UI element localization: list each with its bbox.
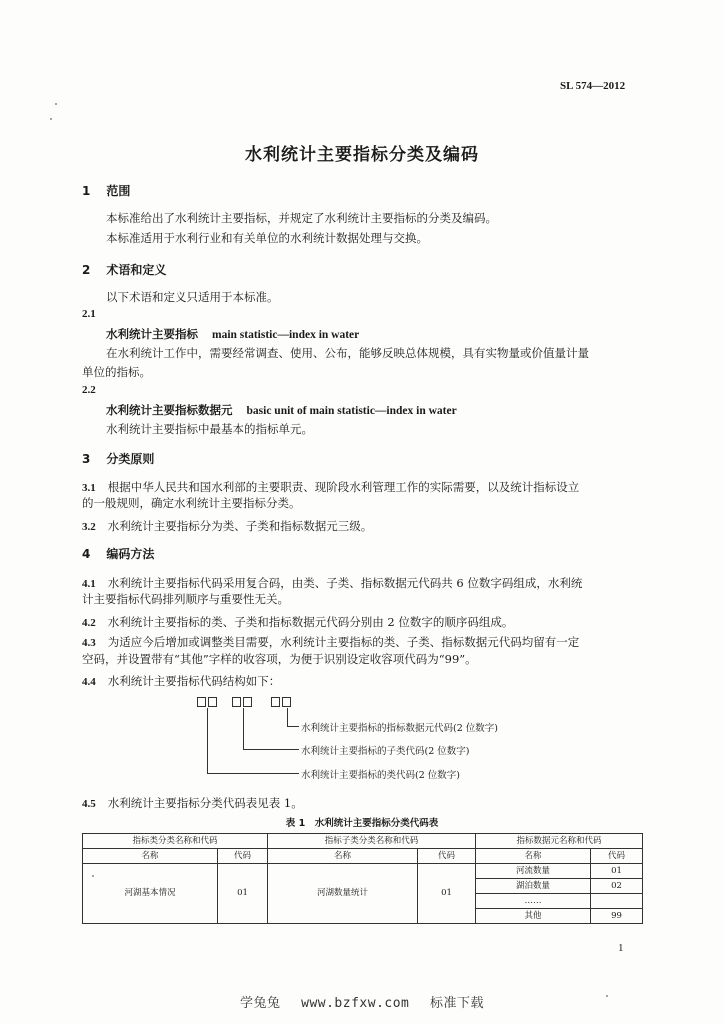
- table-header-cell: 指标数据元名称和代码: [476, 834, 643, 849]
- watermark-site-name: 学兔兔: [239, 996, 281, 1011]
- table-caption: 表 1 水利统计主要指标分类代码表: [285, 818, 439, 829]
- connector-line: [207, 773, 299, 774]
- table-header-cell: 代码: [591, 849, 643, 864]
- watermark-url[interactable]: www.bzfxw.com: [301, 996, 410, 1011]
- table-header-cell: 代码: [218, 849, 268, 864]
- clause-text-continued: 计主要指标代码排列顺序与重要性无关。: [82, 592, 289, 606]
- term-english: basic unit of main statistic—index in water: [246, 405, 457, 417]
- scan-speck: [606, 995, 608, 997]
- connector-line: [287, 708, 288, 726]
- clause-text: 水利统计主要指标的类、子类和指标数据元代码分别由 2 位数字的顺序码组成。: [107, 615, 514, 629]
- section-number: 4: [82, 547, 91, 561]
- subclass-name-cell: 河湖数量统计: [268, 864, 418, 924]
- clause-4-1: [82, 572, 582, 591]
- class-code-cell: 01: [218, 864, 268, 924]
- clause-4-2: [82, 611, 513, 630]
- definition-line: 单位的指标。: [82, 365, 151, 379]
- table-header-cell: 名称: [476, 849, 591, 864]
- clause-4-5: [82, 792, 303, 811]
- clause-4-3: [82, 631, 579, 650]
- section-2-heading: [82, 261, 166, 278]
- section-3-heading: [82, 450, 154, 467]
- page-number: 1: [618, 942, 624, 954]
- clause-number: 4.2: [82, 617, 96, 629]
- table-header-cell: 代码: [418, 849, 476, 864]
- element-code-cell: 02: [591, 879, 643, 894]
- clause-number: 2.2: [82, 384, 96, 396]
- clause-text: 水利统计主要指标分为类、子类和指标数据元三级。: [107, 519, 373, 533]
- classification-code-table: [82, 833, 643, 924]
- clause-number: 4.1: [82, 578, 96, 590]
- clause-text: 水利统计主要指标分类代码表见表 1。: [107, 796, 303, 810]
- table-group-header-row: [83, 834, 643, 849]
- clause-text-continued: 的一般规则，确定水利统计主要指标分类。: [82, 496, 301, 510]
- scan-speck: [55, 103, 57, 105]
- watermark-tagline: 标准下载: [430, 996, 485, 1011]
- clause-number: 3.1: [82, 482, 96, 494]
- element-code-cell: [591, 894, 643, 909]
- clause-number: 4.5: [82, 798, 96, 810]
- table-header-cell: 指标类分类名称和代码: [83, 834, 268, 849]
- subclass-code-label: 水利统计主要指标的子类代码(2 位数字): [301, 746, 470, 757]
- term-2-1: [106, 326, 359, 342]
- clause-number: 4.4: [82, 676, 96, 688]
- connector-line: [207, 708, 208, 773]
- section-number: 3: [82, 452, 91, 466]
- clause-3-2: [82, 515, 372, 534]
- table-header-cell: 指标子类分类名称和代码: [268, 834, 476, 849]
- element-name-cell: 河流数量: [476, 864, 591, 879]
- clause-3-1: [82, 476, 579, 495]
- term-chinese: 水利统计主要指标: [106, 327, 198, 341]
- clause-number: 4.3: [82, 637, 96, 649]
- scan-speck: [92, 875, 94, 877]
- watermark-footer: [0, 992, 724, 1011]
- paragraph: 以下术语和定义只适用于本标准。: [106, 290, 279, 304]
- table-header-cell: 名称: [268, 849, 418, 864]
- element-code-cell: 99: [591, 909, 643, 924]
- element-name-cell: ……: [476, 894, 591, 909]
- connector-line: [243, 749, 299, 750]
- class-code-label: 水利统计主要指标的类代码(2 位数字): [301, 770, 460, 781]
- digit-box: [271, 697, 280, 707]
- section-title: 范围: [106, 184, 131, 198]
- section-1-heading: [82, 182, 130, 199]
- connector-line: [243, 708, 244, 749]
- clause-text: 水利统计主要指标代码采用复合码，由类、子类、指标数据元代码共 6 位数字码组成，水利统: [107, 576, 583, 590]
- section-title: 分类原则: [106, 452, 155, 466]
- element-code-label: 水利统计主要指标的指标数据元代码(2 位数字): [301, 723, 498, 734]
- element-code-cell: 01: [591, 864, 643, 879]
- clause-text: 为适应今后增加或调整类目需要，水利统计主要指标的类、子类、指标数据元代码均留有一定: [107, 635, 580, 649]
- connector-line: [287, 726, 299, 727]
- document-title: 水利统计主要指标分类及编码: [245, 145, 479, 165]
- clause-text: 根据中华人民共和国水利部的主要职责、现阶段水利管理工作的实际需要，以及统计指标设立: [107, 480, 580, 494]
- scan-speck: [50, 118, 52, 120]
- clause-4-4: [82, 670, 280, 689]
- section-number: 1: [82, 184, 91, 198]
- digit-box: [243, 697, 252, 707]
- class-name-cell: 河湖基本情况: [83, 864, 218, 924]
- term-2-2: [106, 402, 457, 418]
- table-row: [83, 864, 643, 879]
- digit-box: [208, 697, 217, 707]
- term-english: main statistic—index in water: [212, 329, 360, 341]
- digit-box: [282, 697, 291, 707]
- clause-number: 3.2: [82, 521, 96, 533]
- clause-number: 2.1: [82, 308, 96, 320]
- paragraph: 本标准给出了水利统计主要指标，并规定了水利统计主要指标的分类及编码。: [106, 211, 497, 225]
- element-name-cell: 湖泊数量: [476, 879, 591, 894]
- definition-line: 在水利统计工作中，需要经常调查、使用、公布，能够反映总体规模，具有实物量或价值量计量: [106, 346, 589, 360]
- term-chinese: 水利统计主要指标数据元: [106, 403, 233, 417]
- section-title: 术语和定义: [106, 263, 167, 277]
- table-header-cell: 名称: [83, 849, 218, 864]
- table-sub-header-row: [83, 849, 643, 864]
- digit-box: [197, 697, 206, 707]
- paragraph: 本标准适用于水利行业和有关单位的水利统计数据处理与交换。: [106, 231, 428, 245]
- section-number: 2: [82, 263, 91, 277]
- section-4-heading: [82, 545, 154, 562]
- definition-line: 水利统计主要指标中最基本的指标单元。: [106, 422, 313, 436]
- clause-text: 水利统计主要指标代码结构如下：: [107, 674, 281, 688]
- section-title: 编码方法: [106, 547, 155, 561]
- digit-box: [232, 697, 241, 707]
- element-name-cell: 其他: [476, 909, 591, 924]
- standard-code: SL 574—2012: [560, 80, 626, 92]
- clause-text-continued: 空码，并设置带有“其他”字样的收容项，为便于识别设定收容项代码为“99”。: [82, 652, 477, 666]
- subclass-code-cell: 01: [418, 864, 476, 924]
